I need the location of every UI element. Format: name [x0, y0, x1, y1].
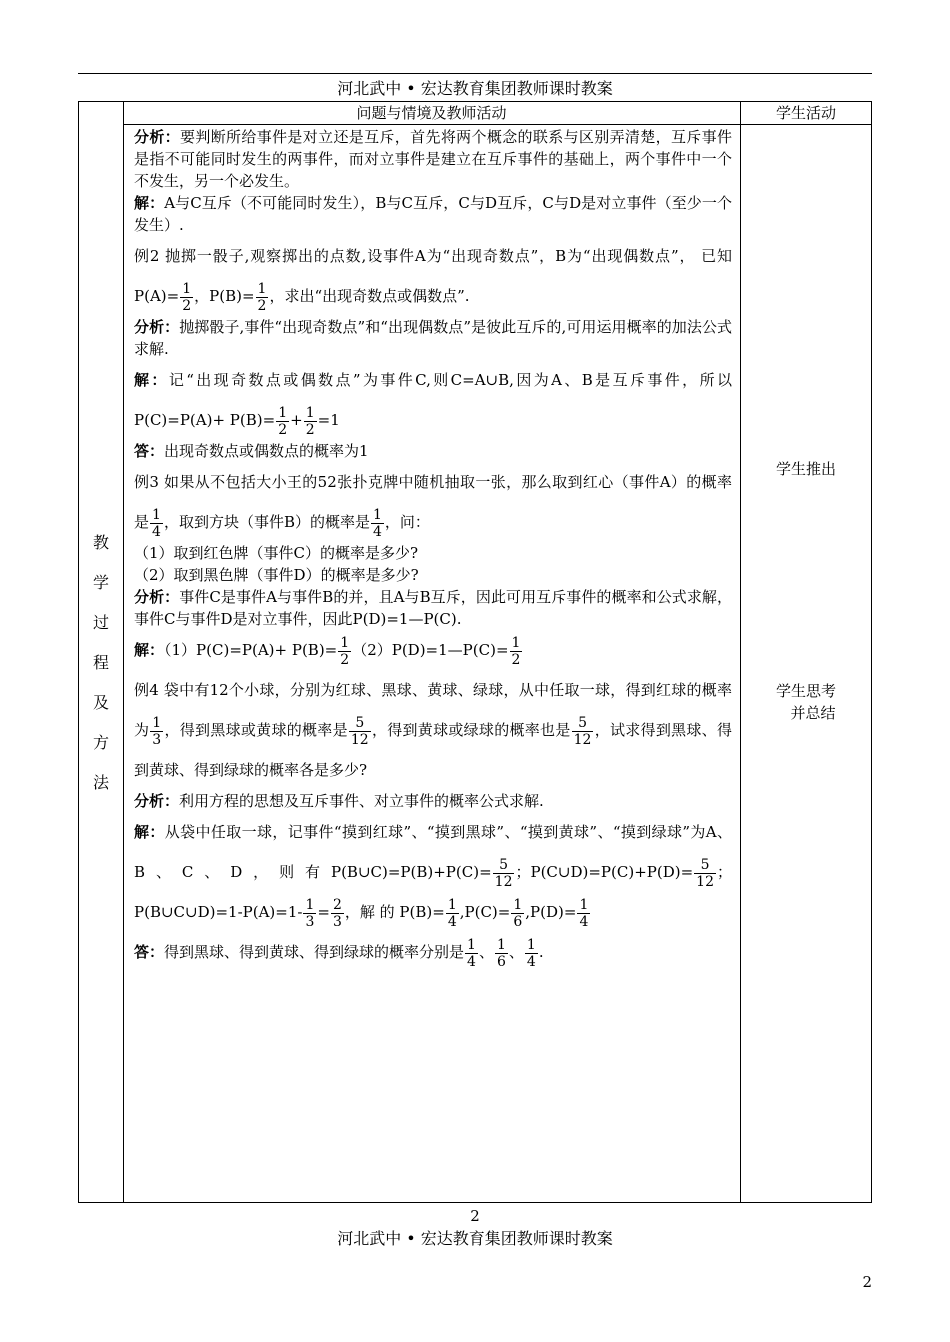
side-label-char: 法	[92, 773, 109, 792]
answer-text: 、	[508, 943, 524, 961]
label-answer: 答：	[134, 943, 165, 961]
answer-text: 得到黑球、得到黄球、得到绿球的概率分别是	[164, 943, 465, 961]
answer-text: .	[538, 943, 544, 961]
student-activity-think	[740, 680, 872, 724]
solution-text: A与C互斥（不可能同时发生），B与C互斥，C与D互斥，C与D是对立事件（至少一个发生）.	[134, 194, 732, 234]
analysis-1	[134, 126, 732, 192]
example-text: ，得到黄球或绿球的概率也是	[371, 721, 571, 739]
side-label-char: 及	[92, 693, 109, 712]
solution-text: （2）P(D)=1—P(C)=	[352, 641, 509, 659]
column-divider-left	[123, 102, 124, 1202]
fraction: $\frac{1}{2}$	[278, 404, 288, 438]
column-header-student: 学生活动	[775, 104, 836, 122]
fraction: $\frac{1}{2}$	[305, 404, 315, 438]
solution-text: ； P(B∪C∪D)=1-P(A)=1-	[134, 863, 732, 921]
solution-1	[134, 192, 732, 236]
label-analysis: 分析：	[134, 128, 181, 146]
question-1: （1）取到红色牌（事件C）的概率是多少?	[134, 544, 419, 562]
solution-text: ；P(C∪D)=P(C)+P(D)=	[515, 863, 694, 881]
example-4	[134, 670, 732, 790]
fraction: $\frac{1}{2}$	[340, 634, 350, 668]
analysis-4	[134, 790, 732, 812]
fraction: $\frac{1}{4}$	[526, 936, 536, 970]
student-activity-line: 并总结	[790, 704, 836, 722]
side-label-char: 过	[92, 613, 109, 632]
solution-text: 从袋中任取一球，记事件“摸到红球”、“摸到黑球”、“摸到黄球”、“摸到绿球”为A、B、C、D，则有P(B∪C)=P(B)+P(C)=	[134, 823, 732, 881]
side-label-char: 教	[92, 533, 109, 552]
analysis-text: 抛掷骰子,事件“出现奇数点”和“出现偶数点”是彼此互斥的,可用运用概率的加法公式求解.	[134, 318, 732, 358]
analysis-text: 利用方程的思想及互斥事件、对立事件的概率公式求解.	[179, 792, 544, 810]
example-text: 例3 如果从不包括大小王的52张扑克牌中随机抽取一张，那么取到红心（事件A）的概率是	[134, 473, 732, 531]
example-text: 例2 抛掷一骰子,观察掷出的点数,设事件A为“出现奇数点”，B为“出现偶数点”， 已知P(A)=	[134, 247, 732, 305]
column-divider-right	[740, 102, 741, 1202]
side-label-teaching-process	[79, 124, 123, 1202]
fraction: $\frac{1}{6}$	[496, 936, 506, 970]
student-activity-deduce: 学生推出	[775, 460, 836, 478]
solution-text: ,P(C)=	[459, 903, 511, 921]
label-answer: 答：	[134, 442, 165, 460]
page-number-center: 2	[470, 1207, 480, 1225]
column-header-teacher: 问题与情境及教师活动	[356, 104, 507, 122]
answer-2	[134, 440, 732, 462]
fraction: $\frac{1}{4}$	[579, 896, 589, 930]
example-2	[134, 236, 732, 316]
example-text: ，得到黑球或黄球的概率是	[164, 721, 348, 739]
label-solution: 解：	[134, 194, 165, 212]
fraction: $\frac{5}{12}$	[494, 856, 513, 890]
solution-text: =	[317, 903, 330, 921]
label-solution: 解：	[134, 641, 165, 659]
fraction: $\frac{5}{12}$	[696, 856, 714, 890]
solution-3	[134, 630, 732, 670]
fraction: $\frac{1}{4}$	[152, 506, 161, 540]
example-text: ，问：	[384, 513, 430, 531]
answer-text: 出现奇数点或偶数点的概率为1	[164, 442, 369, 460]
analysis-2	[134, 316, 732, 360]
label-analysis: 分析：	[134, 792, 180, 810]
analysis-3	[134, 586, 732, 630]
example-text: ，求出“出现奇数点或偶数点”.	[269, 287, 470, 305]
example-3	[134, 462, 732, 542]
lesson-table	[78, 101, 872, 1203]
fraction: $\frac{5}{12}$	[573, 714, 592, 748]
student-activity-line: 学生思考	[775, 682, 836, 700]
side-label-char: 程	[92, 653, 109, 672]
label-solution: 解：	[134, 823, 165, 841]
analysis-text: 事件C是事件A与事件B的并，且A与B互斥，因此可用互斥事件的概率和公式求解，事件C与事件D是对立事件，因此P(D)=1—P(C).	[134, 588, 732, 628]
label-solution: 解：	[134, 371, 169, 389]
example-text: ，P(B)=	[194, 287, 255, 305]
side-label-char: 学	[92, 573, 109, 592]
example-text: ，试求得到黑球、得到黄球、得到绿球的概率各是多少?	[134, 721, 732, 779]
fraction: $\frac{1}{4}$	[467, 936, 476, 970]
page-number-corner: 2	[862, 1273, 872, 1291]
fraction: $\frac{1}{3}$	[305, 896, 315, 930]
label-analysis: 分析：	[134, 318, 180, 336]
fraction: $\frac{1}{2}$	[257, 280, 267, 314]
fraction: $\frac{5}{12}$	[350, 714, 369, 748]
fraction: $\frac{1}{2}$	[511, 634, 521, 668]
question-2: （2）取到黑色牌（事件D）的概率是多少?	[134, 566, 419, 584]
solution-text: ,P(D)=	[525, 903, 577, 921]
solution-text: 记“出现奇数点或偶数点”为事件C,则C=A∪B,因为A、B是互斥事件，所以P(C)=P(A)+ P(B)=	[134, 371, 732, 429]
solution-4	[134, 812, 732, 932]
answer-4	[134, 932, 732, 972]
solution-text: （1）P(C)=P(A)+ P(B)=	[164, 641, 338, 659]
side-label-char: 方	[92, 733, 109, 752]
footer-title: 河北武中 • 宏达教育集团教师课时教案	[337, 1229, 613, 1248]
label-analysis: 分析：	[134, 588, 180, 606]
analysis-text: 要判断所给事件是对立还是互斥，首先将两个概念的联系与区别弄清楚，互斥事件是指不可能同时发生的两事件，而对立事件是建立在互斥事件的基础上，两个事件中一个不发生，另一个必发生。	[134, 128, 732, 190]
header-row-divider	[123, 124, 871, 125]
solution-text: +	[290, 411, 303, 429]
solution-text: =1	[317, 411, 340, 429]
fraction: $\frac{1}{4}$	[447, 896, 457, 930]
answer-text: 、	[478, 943, 494, 961]
example-text: 例4 袋中有12个小球，分别为红球、黑球、黄球、绿球，从中任取一球，得到红球的概率为	[134, 681, 732, 739]
fraction: $\frac{1}{2}$	[182, 280, 192, 314]
fraction: $\frac{1}{3}$	[152, 714, 162, 748]
fraction: $\frac{1}{4}$	[372, 506, 382, 540]
fraction: $\frac{2}{3}$	[332, 896, 342, 930]
header-rule	[78, 73, 872, 74]
fraction: $\frac{1}{6}$	[513, 896, 523, 930]
example-text: ，取到方块（事件B）的概率是	[163, 513, 370, 531]
header-title: 河北武中 • 宏达教育集团教师课时教案	[337, 79, 613, 98]
solution-text: ，解 的 P(B)=	[344, 903, 445, 921]
lesson-content	[134, 126, 732, 972]
solution-2	[134, 360, 732, 440]
